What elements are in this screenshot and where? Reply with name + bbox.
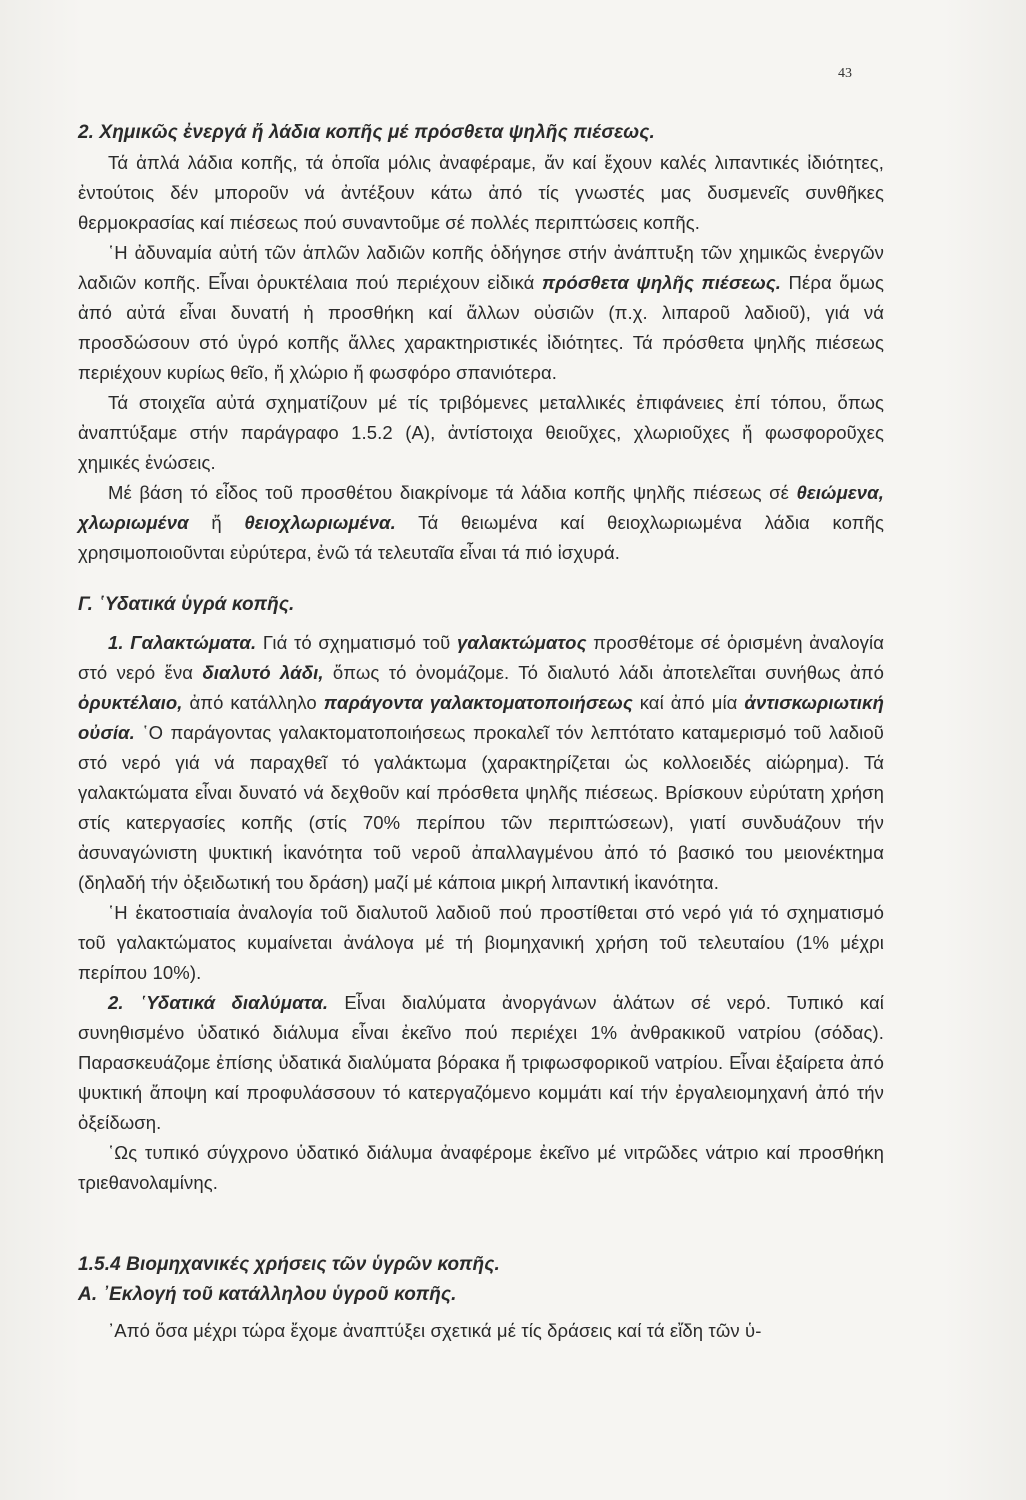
paragraph: ῾Η ἑκατοστιαία ἀναλογία τοῦ διαλυτοῦ λαδιοῦ πού προστίθεται στό νερό γιά τό σχηματισμό τοῦ γαλακτώματος κυμαίνεται ἀνάλογα μέ τή βιομηχανική χρήση τοῦ τελευταίου (1% μέχρι περίπου 10%). [78,902,884,983]
page-content [78,118,884,1346]
subsection-heading-selection: Α. ᾿Εκλογή τοῦ κατάλληλου ὑγροῦ κοπῆς. [78,1284,457,1305]
paragraph: ῾Η ἀδυναμία αὐτή τῶν ἁπλῶν λαδιῶν κοπῆς ὁδήγησε στήν ἀνάπτυξη τῶν χημικῶς ἐνεργῶν λαδιῶν κοπῆς. Εἶναι ὀρυκτέλαια πού περιέχουν εἰδικά πρόσθετα ψηλῆς πιέσεως. Πέρα ὅμως ἀπό αὐτά εἶναι δυνατή ἡ προσθήκη καί ἄλλων οὐσιῶν (π.χ. λιπαροῦ λαδιοῦ), γιά νά προσδώσουν στό ὑγρό κοπῆς ἄλλες χαρακτηριστικές ἰδιότητες. Τά πρόσθετα ψηλῆς πιέσεως περιέχουν κυρίως θεῖο, ἤ χλώριο ἤ φωσφόρο σπανιότερα. [78,242,884,383]
emphasis-term: ὀρυκτέλαιο, [78,692,183,713]
paragraph: 2. ῾Υδατικά διαλύματα. Εἶναι διαλύματα ἀνοργάνων ἁλάτων σέ νερό. Τυπικό καί συνηθισμένο ὑδατικό διάλυμα εἶναι ἐκεῖνο πού περιέχει 1% ἀνθρακικοῦ νατρίου (σόδας). Παρασκευάζομε ἐπίσης ὑδατικά διαλύματα βόρακα ἤ τριφωσφορικοῦ νατρίου. Εἶναι ἐξαίρετα ἀπό ψυκτική ἄποψη καί προφυλάσσουν τό κατεργαζόμενο κομμάτι καί τήν ἐργαλειομηχανή ἀπό τήν ὀξείδωση. [78,992,884,1133]
emphasis-term: διαλυτό λάδι, [202,662,324,683]
paragraph: 1. Γαλακτώματα. Γιά τό σχηματισμό τοῦ γαλακτώματος προσθέτομε σέ ὁρισμένη ἀναλογία στό νερό ἕνα διαλυτό λάδι, ὅπως τό ὀνομάζομε. Τό διαλυτό λάδι ἀποτελεῖται συνήθως ἀπό ὀρυκτέλαιο, ἀπό κατάλληλο παράγοντα γαλακτοματοποιήσεως καί ἀπό μία ἀντισκωριωτική οὐσία. ῾Ο παράγοντας γαλακτοματοποιήσεως προκαλεῖ τόν λεπτότατο καταμερισμό τοῦ λαδιοῦ στό νερό γιά νά παραχθεῖ τό γαλάκτωμα (χαρακτηρίζεται ὡς κολλοειδές αἰώρημα). Τά γαλακτώματα εἶναι δυνατό νά δεχθοῦν καί πρόσθετα ψηλῆς πιέσεως. Βρίσκουν εὐρύτατη χρήση στίς κατεργασίες κοπῆς (στίς 70% περίπου τῶν περιπτώσεων), γιατί συνδυάζουν τήν ἀσυναγώνιστη ψυκτική ἱκανότητα τοῦ νεροῦ ἀπαλλαγμένου ἀπό τό βασικό του μειονέκτημα (δηλαδή τήν ὀξειδωτική του δράση) μαζί μέ κάποια μικρή λιπαντική ἱκανότητα. [78,632,884,893]
subsection-label: 2. ῾Υδατικά διαλύματα. [108,992,329,1013]
emphasis-term: θειώμενα, χλωριωμένα [78,482,884,533]
paragraph: Τά ἁπλά λάδια κοπῆς, τά ὁποῖα μόλις ἀναφέραμε, ἄν καί ἔχουν καλές λιπαντικές ἰδιότητες, ἐντούτοις δέν μποροῦν νά ἀντέξουν κάτω ἀπό τίς γνωστές μας δυσμενεῖς συνθῆκες θερμοκρασίας καί πιέσεως πού συναντοῦμε σέ πολλές περιπτώσεις κοπῆς. [78,152,884,233]
paragraph: ᾿Από ὅσα μέχρι τώρα ἔχομε ἀναπτύξει σχετικά μέ τίς δράσεις καί τά εἴδη τῶν ὑ- [108,1320,762,1341]
emphasis-term: γαλακτώματος [456,632,587,653]
section-heading-industrial-uses: 1.5.4 Βιομηχανικές χρήσεις τῶν ὑγρῶν κοπῆς. [78,1254,500,1275]
paragraph: Μέ βάση τό εἶδος τοῦ προσθέτου διακρίνομε τά λάδια κοπῆς ψηλῆς πιέσεως σέ θειώμενα, χλωριωμένα ἤ θειοχλωριωμένα. Τά θειωμένα καί θειοχλωριωμένα λάδια κοπῆς χρησιμοποιοῦνται εὐρύτερα, ἐνῶ τά τελευταῖα εἶναι τά πιό ἰσχυρά. [78,482,885,563]
page-number: 43 [838,66,852,81]
paragraph: Τά στοιχεῖα αὐτά σχηματίζουν μέ τίς τριβόμενες μεταλλικές ἐπιφάνειες ἐπί τόπου, ὅπως ἀναπτύξαμε στήν παράγραφο 1.5.2 (Α), ἀντίστοιχα θειοῦχες, χλωριοῦχες ἤ φωσφοροῦχες χημικές ἑνώσεις. [78,392,884,473]
emphasis-term: θειοχλωριωμένα. [244,512,396,533]
emphasis-term: πρόσθετα ψηλῆς πιέσεως. [541,272,781,293]
emphasis-term: παράγοντα γαλακτοματοποιήσεως [323,692,633,713]
section-heading-aqueous-fluids: Γ. ῾Υδατικά ὑγρά κοπῆς. [78,594,295,615]
paragraph: ῾Ως τυπικό σύγχρονο ὑδατικό διάλυμα ἀναφέρομε ἐκεῖνο μέ νιτρῶδες νάτριο καί προσθήκη τριεθανολαμίνης. [78,1142,884,1193]
subsection-label: 1. Γαλακτώματα. [108,632,257,653]
section-heading-chemically-active-oils: 2. Χημικῶς ἐνεργά ἤ λάδια κοπῆς μέ πρόσθετα ψηλῆς πιέσεως. [78,122,655,143]
emphasis-term: ἀντισκωριωτική οὐσία. [78,692,884,743]
